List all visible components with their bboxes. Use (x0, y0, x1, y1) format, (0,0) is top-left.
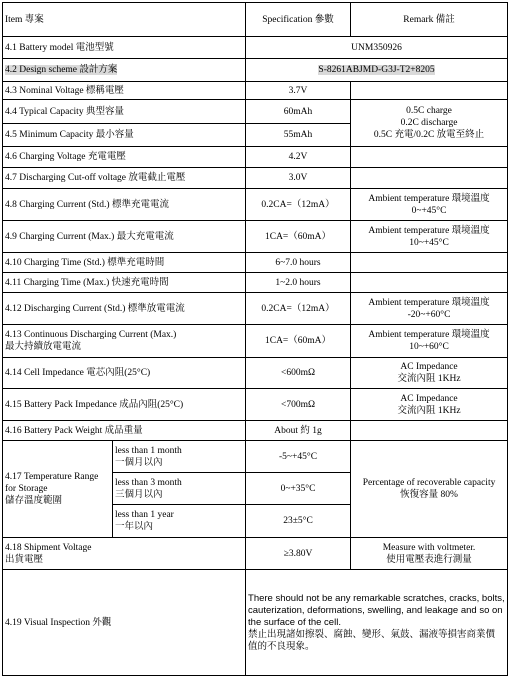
visual-inspection-line4: 禁止出現諸如擦裂、腐蝕、變形、氣鼓、漏液等損害商業價 (248, 628, 496, 640)
shipment-voltage-label-line1: 4.18 Shipment Voltage (5, 542, 92, 553)
charging-current-max-label: 4.9 Charging Current (Max.) 最大充電電流 (3, 221, 246, 253)
cell-impedance-remark-line2: 交流內阻 1KHz (397, 374, 461, 384)
typical-capacity-label: 4.4 Typical Capacity 典型容量 (3, 100, 246, 124)
row-visual-inspection (3, 570, 508, 676)
discharging-current-std-remark-line1: Ambient temperature 環境溫度 (368, 297, 490, 308)
charging-current-max-remark (351, 221, 508, 253)
row-charging-current-std (3, 189, 508, 221)
capacity-remark-line1: 0.5C charge (406, 106, 452, 116)
row-nominal-voltage (3, 82, 508, 100)
pack-impedance-value: <700mΩ (246, 389, 351, 421)
capacity-remark-line2: 0.2C discharge (400, 118, 458, 128)
storage-period-2-zh: 三個月以內 (115, 489, 163, 500)
design-scheme-label-text: 4.2 Design scheme 設計方案 (5, 65, 118, 75)
charging-time-max-value: 1~2.0 hours (246, 273, 351, 293)
storage-label-line1: 4.17 Temperature Range (5, 472, 99, 482)
cell-impedance-value: <600mΩ (246, 358, 351, 389)
discharging-current-std-remark-line2: -20~+60°C (407, 309, 451, 320)
row-typical-capacity (3, 100, 508, 124)
storage-period-2-en: less than 3 month (115, 477, 182, 488)
row-shipment-voltage (3, 538, 508, 570)
row-charging-current-max (3, 221, 508, 253)
continuous-discharging-label-line2: 最大持續放電電流 (5, 342, 82, 352)
discharging-current-std-value: 0.2CA=（12mA） (246, 293, 351, 325)
row-cell-impedance (3, 358, 508, 389)
visual-inspection-line3: the surface of the cell. (248, 616, 341, 628)
pack-impedance-remark-line1: AC Impedance (400, 393, 458, 404)
charging-time-std-remark (351, 253, 508, 273)
storage-period-1 (113, 441, 246, 473)
typical-capacity-value: 60mAh (246, 100, 351, 124)
discharging-current-std-label: 4.12 Discharging Current (Std.) 標準放電電流 (3, 293, 246, 325)
charging-current-std-remark-line2: 0~+45°C (411, 205, 447, 216)
header-remark: Remark 備註 (351, 3, 508, 37)
design-scheme-value-text: S-8261ABJMD-G3J-T2+8205 (318, 65, 435, 75)
continuous-discharging-label (3, 325, 246, 358)
design-scheme-label (3, 59, 246, 82)
header-row (3, 3, 508, 37)
pack-weight-value: About 約 1g (246, 421, 351, 441)
pack-impedance-remark (351, 389, 508, 421)
row-charging-time-max (3, 273, 508, 293)
specification-table (2, 2, 508, 676)
charging-voltage-value: 4.2V (246, 147, 351, 168)
continuous-discharging-label-line1: 4.13 Continuous Discharging Current (Max.) (5, 330, 177, 340)
storage-period-3-en: less than 1 year (115, 510, 174, 520)
row-discharging-cutoff (3, 168, 508, 189)
visual-inspection-line1: There should not be any remarkable scratches, cracks, bolts, (248, 592, 505, 604)
minimum-capacity-value: 55mAh (246, 124, 351, 147)
battery-model-value: UNM350926 (246, 37, 508, 59)
row-pack-impedance (3, 389, 508, 421)
discharging-cutoff-label: 4.7 Discharging Cut-off voltage 放電截止電壓 (3, 168, 246, 189)
discharging-cutoff-value: 3.0V (246, 168, 351, 189)
row-charging-time-std (3, 253, 508, 273)
charging-current-std-label: 4.8 Charging Current (Std.) 標準充電電流 (3, 189, 246, 221)
charging-current-max-remark-line2: 10~+45°C (409, 237, 449, 248)
design-scheme-value (246, 59, 508, 82)
nominal-voltage-label: 4.3 Nominal Voltage 標稱電壓 (3, 82, 246, 100)
visual-inspection-line2: cauterization, deformations, swelling, and leakage and so on (248, 604, 503, 616)
continuous-discharging-value: 1CA=（60mA） (246, 325, 351, 358)
storage-period-1-zh: 一個月以內 (115, 457, 163, 468)
cell-impedance-label: 4.14 Cell Impedance 電芯內阻(25°C) (3, 358, 246, 389)
storage-remark-line2: 恢復容量 80% (400, 490, 458, 500)
charging-voltage-remark (351, 147, 508, 168)
discharging-cutoff-remark (351, 168, 508, 189)
row-pack-weight (3, 421, 508, 441)
shipment-voltage-remark (351, 538, 508, 570)
row-discharging-current-std (3, 293, 508, 325)
row-design-scheme (3, 59, 508, 82)
shipment-voltage-label (3, 538, 246, 570)
charging-time-max-label: 4.11 Charging Time (Max.) 快速充電時間 (3, 273, 246, 293)
storage-label (3, 441, 113, 538)
charging-time-std-value: 6~7.0 hours (246, 253, 351, 273)
charging-current-std-remark (351, 189, 508, 221)
capacity-remark (351, 100, 508, 147)
charging-current-max-remark-line1: Ambient temperature 環境溫度 (368, 225, 490, 236)
charging-time-std-label: 4.10 Charging Time (Std.) 標準充電時間 (3, 253, 246, 273)
storage-remark (351, 441, 508, 538)
pack-weight-label: 4.16 Battery Pack Weight 成品重量 (3, 421, 246, 441)
charging-current-std-value: 0.2CA=（12mA） (246, 189, 351, 221)
storage-value-1: -5~+45°C (246, 441, 351, 473)
storage-label-line2: for Storage (5, 484, 48, 494)
storage-period-1-en: less than 1 month (115, 445, 182, 456)
storage-remark-line1: Percentage of recoverable capacity (362, 478, 496, 488)
cell-impedance-remark (351, 358, 508, 389)
row-continuous-discharging (3, 325, 508, 358)
charging-current-std-remark-line1: Ambient temperature 環境溫度 (368, 193, 490, 204)
storage-value-2: 0~+35°C (246, 473, 351, 505)
row-battery-model (3, 37, 508, 59)
minimum-capacity-label: 4.5 Minimum Capacity 最小容量 (3, 124, 246, 147)
storage-period-3 (113, 505, 246, 538)
pack-impedance-remark-line2: 交流內阻 1KHz (397, 405, 461, 416)
storage-label-line3: 儲存溫度範圍 (5, 496, 63, 506)
continuous-discharging-remark-line2: 10~+60°C (409, 342, 449, 352)
visual-inspection-line5: 值的不良現象。 (248, 640, 315, 652)
header-specification: Specification 參數 (246, 3, 351, 37)
charging-current-max-value: 1CA=（60mA） (246, 221, 351, 253)
storage-period-2 (113, 473, 246, 505)
discharging-current-std-remark (351, 293, 508, 325)
cell-impedance-remark-line1: AC Impedance (400, 362, 458, 372)
header-item: Item 專案 (3, 3, 246, 37)
visual-inspection-remark (246, 570, 508, 676)
pack-impedance-label: 4.15 Battery Pack Impedance 成品內阻(25°C) (3, 389, 246, 421)
continuous-discharging-remark (351, 325, 508, 358)
nominal-voltage-value: 3.7V (246, 82, 351, 100)
shipment-voltage-remark-line1: Measure with voltmeter. (382, 542, 476, 553)
shipment-voltage-label-line2: 出貨電壓 (5, 554, 44, 565)
charging-voltage-label: 4.6 Charging Voltage 充電電壓 (3, 147, 246, 168)
storage-period-3-zh: 一年以內 (115, 522, 154, 532)
charging-time-max-remark (351, 273, 508, 293)
continuous-discharging-remark-line1: Ambient temperature 環境溫度 (368, 330, 490, 340)
nominal-voltage-remark (351, 82, 508, 100)
storage-value-3: 23±5°C (246, 505, 351, 538)
capacity-remark-line3: 0.5C 充電/0.2C 放電至終止 (373, 130, 485, 140)
shipment-voltage-value: ≥3.80V (246, 538, 351, 570)
visual-inspection-label: 4.19 Visual Inspection 外觀 (3, 570, 246, 676)
shipment-voltage-remark-line2: 使用電壓表進行測量 (386, 554, 472, 565)
pack-weight-remark (351, 421, 508, 441)
battery-model-label: 4.1 Battery model 電池型號 (3, 37, 246, 59)
row-charging-voltage (3, 147, 508, 168)
row-storage-1 (3, 441, 508, 473)
